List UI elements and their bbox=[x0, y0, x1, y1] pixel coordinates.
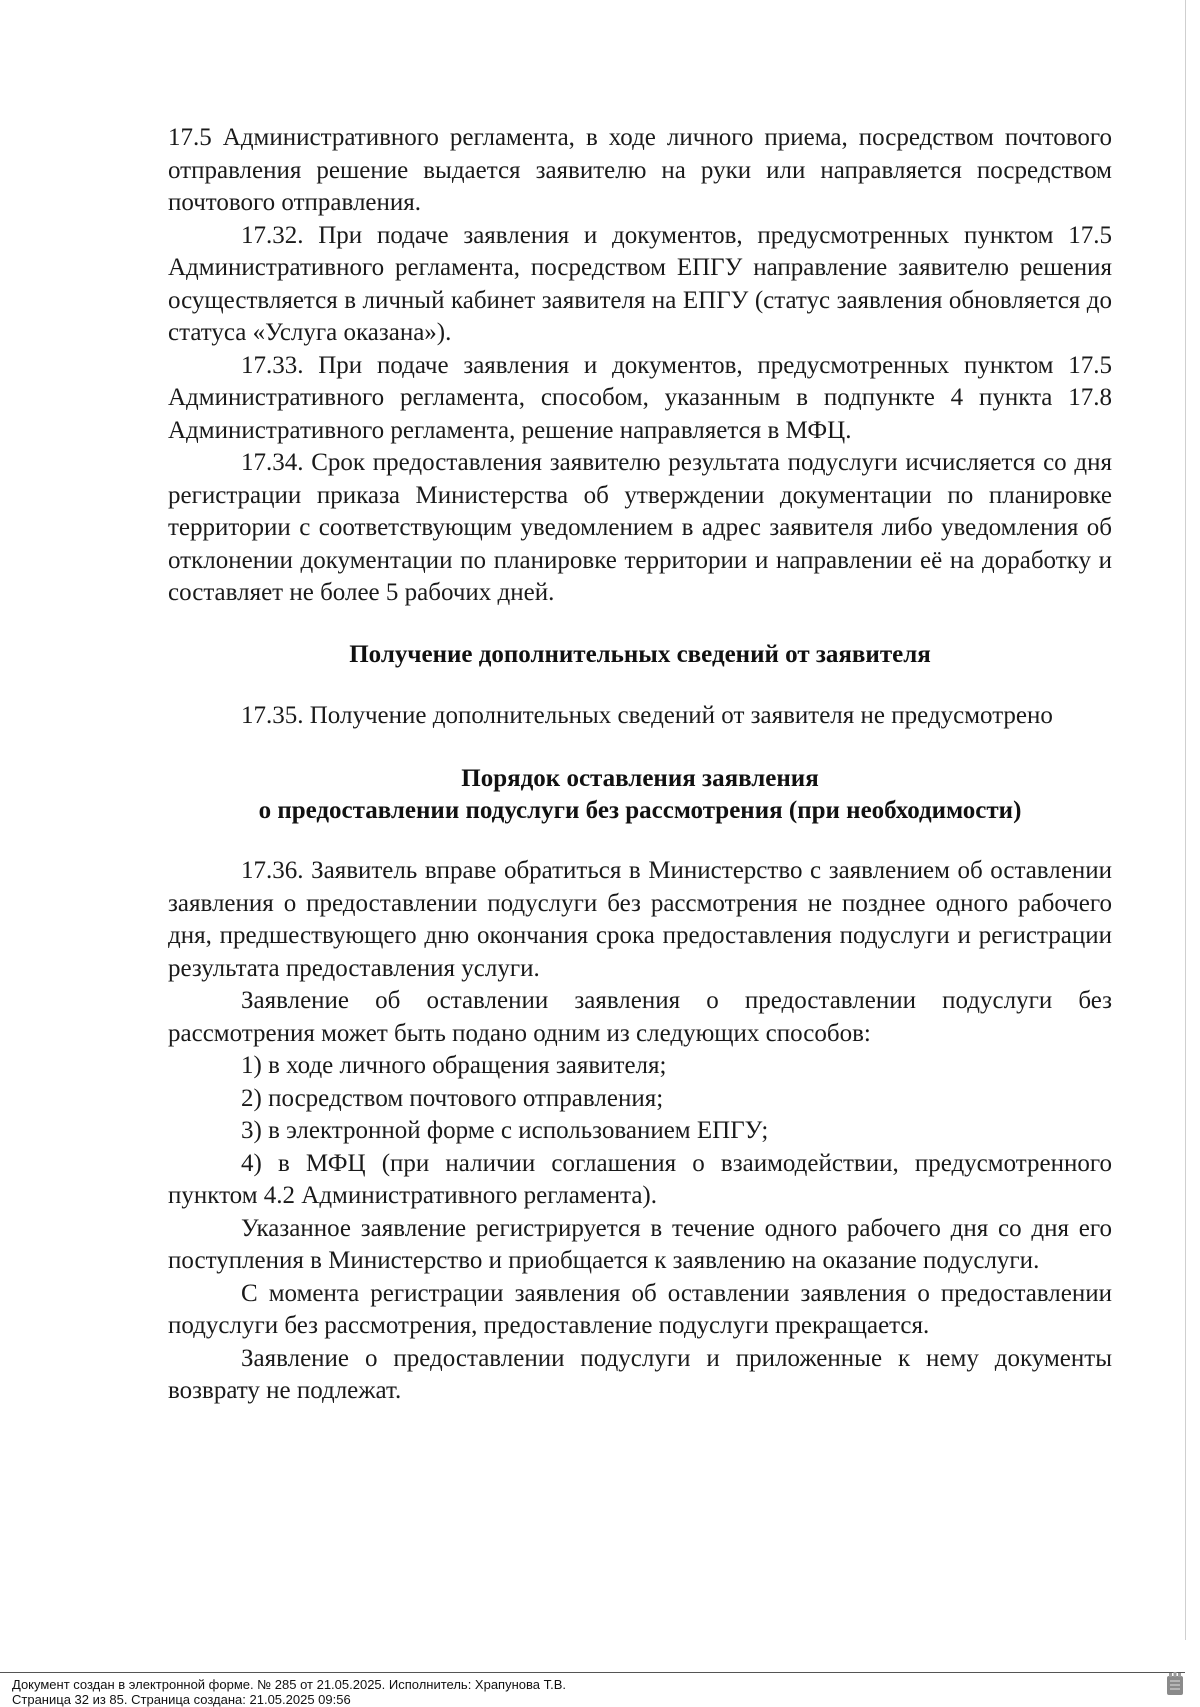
section-heading-additional-info: Получение дополнительных сведений от заявителя bbox=[168, 639, 1112, 671]
footer-divider bbox=[0, 1672, 1185, 1673]
footer-document-info: Документ создан в электронной форме. № 285 от 21.05.2025. Исполнитель: Храпунова Т.В. bbox=[12, 1678, 566, 1693]
section-heading-leave-without-review bbox=[168, 763, 1112, 827]
section-heading-line-1: Порядок оставления заявления bbox=[168, 763, 1112, 795]
paragraph-registration: Указанное заявление регистрируется в течение одного рабочего дня со дня его поступления в Министерство и приобщается к заявлению на оказание подуслуги. bbox=[168, 1213, 1112, 1278]
coat-of-arms-seal-icon bbox=[1166, 1672, 1184, 1696]
list-item-2: 2) посредством почтового отправления; bbox=[168, 1083, 1112, 1116]
list-item-4: 4) в МФЦ (при наличии соглашения о взаимодействии, предусмотренного пунктом 4.2 Административного регламента). bbox=[168, 1148, 1112, 1213]
list-item-1: 1) в ходе личного обращения заявителя; bbox=[168, 1050, 1112, 1083]
paragraph-no-return: Заявление о предоставлении подуслуги и приложенные к нему документы возврату не подлежат. bbox=[168, 1343, 1112, 1408]
page-edge-line bbox=[1185, 0, 1186, 1640]
paragraph-termination: С момента регистрации заявления об оставлении заявления о предоставлении подуслуги без рассмотрения, предоставление подуслуги прекращается. bbox=[168, 1278, 1112, 1343]
paragraph-17-32: 17.32. При подаче заявления и документов, предусмотренных пунктом 17.5 Административного регламента, посредством ЕПГУ направление заявителю решения осуществляется в личный кабинет заявителя на ЕПГУ (статус заявления обновляется до статуса «Услуга оказана»). bbox=[168, 220, 1112, 350]
page-footer bbox=[12, 1678, 566, 1707]
section-heading-line-2: о предоставлении подуслуги без рассмотрения (при необходимости) bbox=[168, 795, 1112, 827]
paragraph-17-33: 17.33. При подаче заявления и документов, предусмотренных пунктом 17.5 Административного регламента, способом, указанным в подпункте 4 пункта 17.8 Административного регламента, решение направляется в МФЦ. bbox=[168, 350, 1112, 448]
footer-page-info: Страница 32 из 85. Страница создана: 21.05.2025 09:56 bbox=[12, 1693, 566, 1707]
document-body bbox=[168, 122, 1112, 1408]
paragraph-17-31-continuation: 17.5 Административного регламента, в ходе личного приема, посредством почтового отправления решение выдается заявителю на руки или направляется посредством почтового отправления. bbox=[168, 122, 1112, 220]
list-item-3: 3) в электронной форме с использованием ЕПГУ; bbox=[168, 1115, 1112, 1148]
paragraph-17-35: 17.35. Получение дополнительных сведений от заявителя не предусмотрено bbox=[168, 700, 1112, 733]
paragraph-submission-methods: Заявление об оставлении заявления о предоставлении подуслуги без рассмотрения может быть подано одним из следующих способов: bbox=[168, 985, 1112, 1050]
paragraph-17-34: 17.34. Срок предоставления заявителю результата подуслуги исчисляется со дня регистрации приказа Министерства об утверждении документации по планировке территории с соответствующим уведомлением в адрес заявителя либо уведомления об отклонении документации по планировке территории и направлении её на доработку и составляет не более 5 рабочих дней. bbox=[168, 447, 1112, 610]
paragraph-17-36: 17.36. Заявитель вправе обратиться в Министерство с заявлением об оставлении заявления о предоставлении подуслуги без рассмотрения не позднее одного рабочего дня, предшествующего дню окончания срока предоставления подуслуги и регистрации результата предоставления услуги. bbox=[168, 855, 1112, 985]
